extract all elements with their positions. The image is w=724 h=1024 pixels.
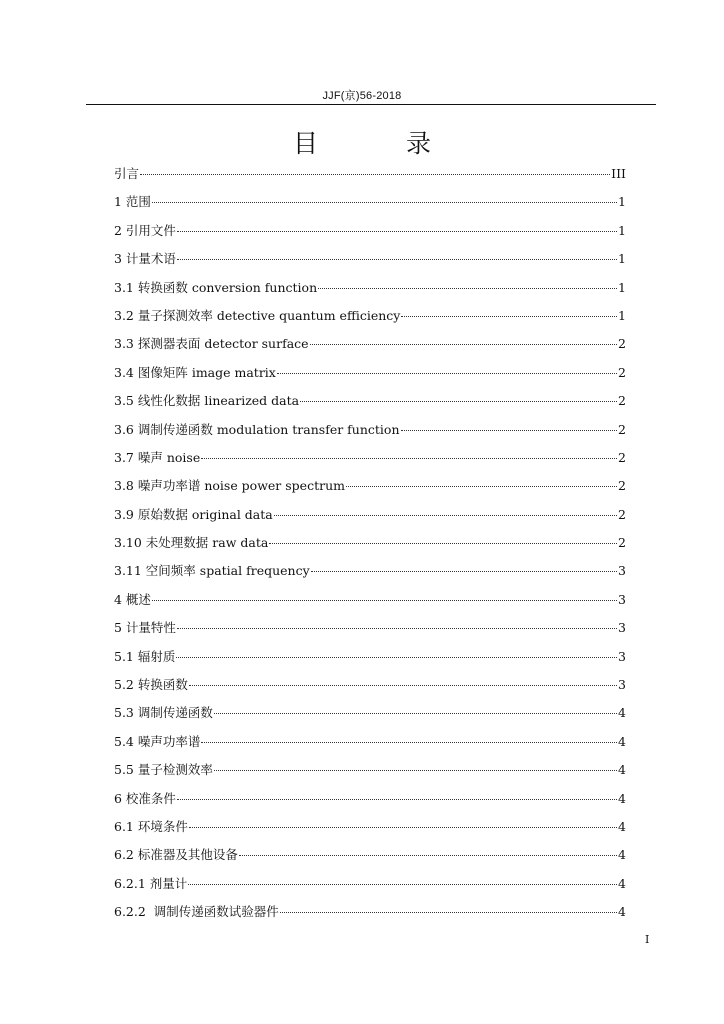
toc-dot-leader [280,912,617,913]
toc-entry[interactable] [114,278,626,306]
toc-entry-page: 4 [618,733,626,749]
toc-dot-leader [176,657,617,658]
toc-entry-page: 1 [618,194,626,210]
toc-entry[interactable] [114,448,626,476]
toc-dot-leader [140,174,610,175]
toc-entry[interactable] [114,845,626,873]
toc-entry-label: 5.5 量子检测效率 [114,762,213,778]
toc-entry-label: 3.3 探测器表面 detector surface [114,336,309,352]
toc-entry[interactable] [114,306,626,334]
toc-entry-page: 4 [618,818,626,834]
page-number: I [645,933,650,946]
toc-entry-label: 3 计量术语 [114,251,176,267]
toc-entry[interactable] [114,164,626,192]
toc-entry-label: 4 概述 [114,591,151,607]
toc-dot-leader [269,543,617,544]
toc-entry[interactable] [114,675,626,703]
toc-entry-page: 2 [618,478,626,494]
toc-entry[interactable] [114,334,626,362]
toc-entry-label: 3.2 量子探测效率 detective quantum efficiency [114,307,401,323]
toc-entry[interactable] [114,902,626,930]
toc-entry[interactable] [114,249,626,277]
toc-entry[interactable] [114,476,626,504]
toc-entry[interactable] [114,817,626,845]
toc-entry-page: 3 [618,648,626,664]
toc-dot-leader [177,799,617,800]
toc-entry[interactable] [114,874,626,902]
toc-entry-page: 4 [618,705,626,721]
toc-entry-page: 4 [618,904,626,920]
toc-entry-label: 5.2 转换函数 [114,677,188,693]
toc-entry-page: 3 [618,563,626,579]
toc-entry-label: 3.11 空间频率 spatial frequency [114,563,310,579]
toc-dot-leader [189,685,617,686]
toc-entry-page: 2 [618,393,626,409]
toc-entry[interactable] [114,703,626,731]
toc-title: 目 录 [293,129,471,158]
toc-dot-leader [401,316,617,317]
toc-entry-page: 3 [618,620,626,636]
toc-entry[interactable] [114,760,626,788]
toc-dot-leader [239,855,617,856]
toc-entry[interactable] [114,533,626,561]
toc-dot-leader [318,288,617,289]
toc-entry-page: 4 [618,847,626,863]
toc-entry-page: III [611,166,626,181]
toc-dot-leader [346,486,617,487]
toc-entry-page: 4 [618,790,626,806]
toc-entry[interactable] [114,363,626,391]
toc-entry[interactable] [114,192,626,220]
toc-entry-label: 引言 [114,166,140,181]
toc-entry-page: 2 [618,506,626,522]
toc-entry-page: 1 [618,279,626,295]
toc-dot-leader [177,259,617,260]
toc-dot-leader [188,884,617,885]
toc-entry-label: 3.10 未处理数据 raw data [114,535,269,551]
toc-entry-label: 5.1 辐射质 [114,648,176,664]
toc-entry[interactable] [114,590,626,618]
toc-entry-page: 4 [618,875,626,891]
toc-dot-leader [300,401,617,402]
toc-entry[interactable] [114,505,626,533]
toc-dot-leader [152,600,617,601]
table-of-contents [114,164,626,931]
toc-dot-leader [401,430,618,431]
toc-entry-label: 5 计量特性 [114,620,176,636]
document-code-header: JJF(京)56-2018 [322,90,402,102]
toc-entry[interactable] [114,420,626,448]
toc-entry-page: 2 [618,535,626,551]
toc-entry-page: 1 [618,251,626,267]
toc-dot-leader [189,827,617,828]
toc-entry-label: 1 范围 [114,194,151,210]
toc-entry-page: 1 [618,307,626,323]
toc-entry-label: 3.6 调制传递函数 modulation transfer function [114,421,400,437]
toc-entry-page: 2 [618,421,626,437]
toc-entry-page: 4 [618,762,626,778]
toc-entry-label: 3.4 图像矩阵 image matrix [114,364,276,380]
toc-entry-label: 6.2.1 剂量计 [114,875,188,891]
toc-dot-leader [274,515,617,516]
toc-dot-leader [177,628,617,629]
toc-dot-leader [214,713,617,714]
toc-dot-leader [311,571,617,572]
toc-dot-leader [310,344,617,345]
toc-entry-label: 3.1 转换函数 conversion function [114,279,318,295]
toc-entry-page: 2 [618,449,626,465]
toc-entry-label: 6.2.2 调制传递函数试验器件 [114,904,279,920]
toc-entry-page: 3 [618,677,626,693]
toc-entry[interactable] [114,221,626,249]
toc-dot-leader [152,202,617,203]
toc-entry-label: 3.8 噪声功率谱 noise power spectrum [114,478,345,494]
toc-entry-label: 6 校准条件 [114,790,176,806]
toc-entry-label: 3.9 原始数据 original data [114,506,273,522]
toc-entry-label: 6.2 标准器及其他设备 [114,847,238,863]
toc-entry-label: 6.1 环境条件 [114,818,188,834]
toc-dot-leader [177,231,617,232]
toc-entry-page: 2 [618,336,626,352]
toc-entry-label: 3.5 线性化数据 linearized data [114,393,300,409]
toc-entry[interactable] [114,732,626,760]
toc-entry-page: 2 [618,364,626,380]
toc-dot-leader [214,770,617,771]
toc-entry-label: 3.7 噪声 noise [114,449,201,465]
header-rule [86,104,656,105]
toc-entry[interactable] [114,618,626,646]
toc-entry-label: 5.3 调制传递函数 [114,705,213,721]
toc-entry[interactable] [114,647,626,675]
toc-dot-leader [201,458,617,459]
toc-entry-page: 1 [618,222,626,238]
toc-entry-page: 3 [618,591,626,607]
toc-entry-label: 5.4 噪声功率谱 [114,733,201,749]
toc-entry-label: 2 引用文件 [114,222,176,238]
toc-dot-leader [277,373,617,374]
toc-entry[interactable] [114,391,626,419]
toc-dot-leader [201,742,617,743]
toc-entry[interactable] [114,561,626,589]
toc-entry[interactable] [114,789,626,817]
